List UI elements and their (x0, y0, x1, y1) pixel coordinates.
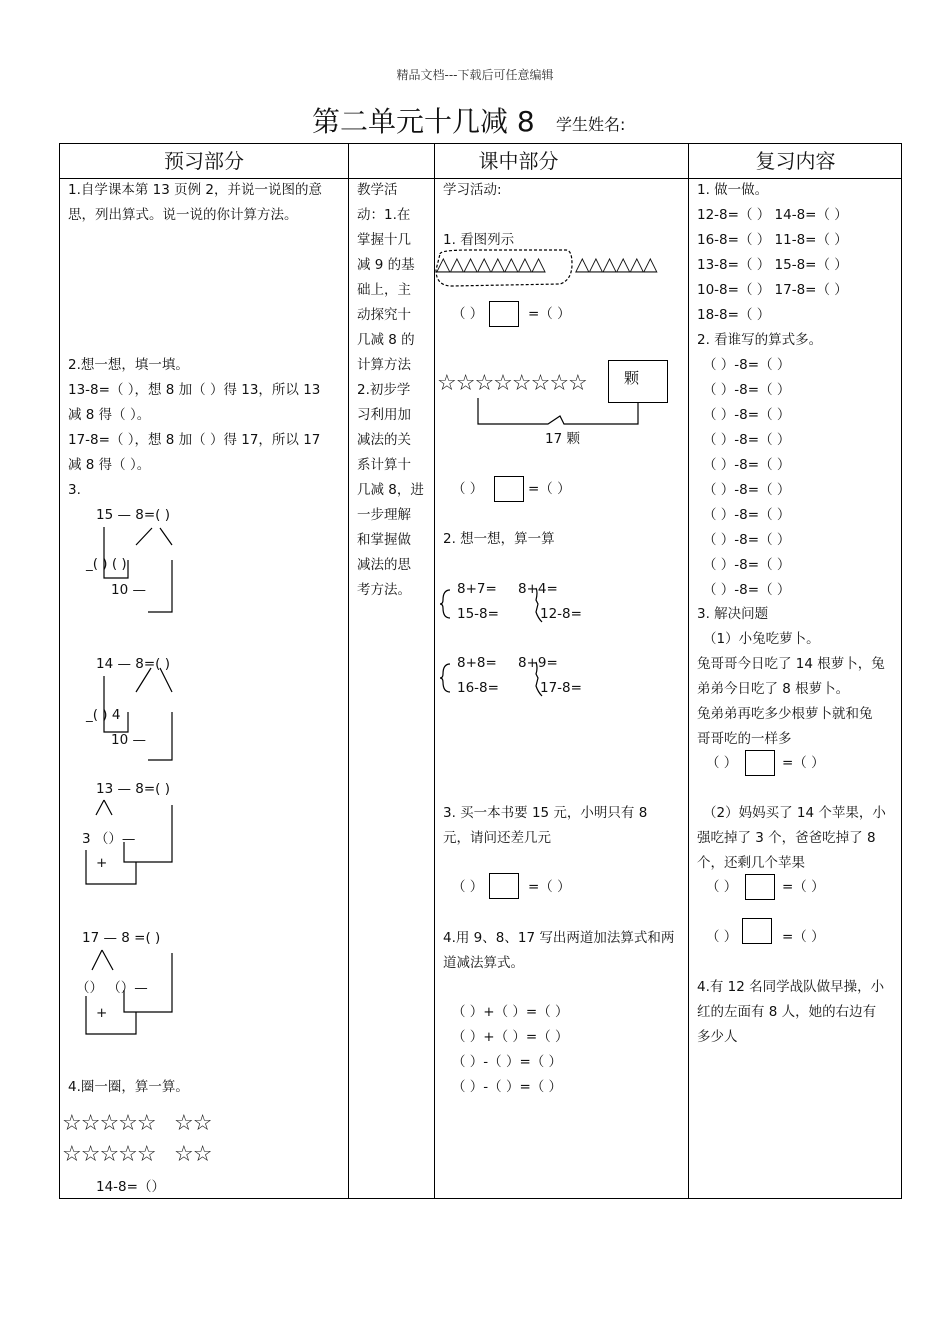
review-eq-item: （ ）-8=（ ） (703, 407, 791, 423)
tree1-split: _( ) ( ) (86, 556, 127, 572)
review-p1-line: 兔哥哥今日吃了 14 根萝卜，兔 (697, 656, 885, 672)
review-eq-item: （ ）-8=（ ） (703, 357, 791, 373)
star-row: ☆☆☆☆☆☆☆☆ (437, 371, 587, 396)
review-s1: 1. 做一做。 (697, 182, 769, 198)
activity-label: 学习活动: (443, 182, 502, 198)
preview-q3-label: 3. (68, 482, 81, 498)
formula-row: （ ）-（ ）=（ ） (452, 1054, 563, 1070)
activity-s3-line2: 元，请问还差几元 (443, 830, 551, 846)
star-group-b: ☆☆ (174, 1142, 212, 1167)
preview-q1-line2: 思，列出算式。说一说的你计算方法。 (68, 207, 298, 223)
tree2-ten: 10 — (111, 732, 146, 748)
preview-q2-line: 减 8 得（ ）。 (68, 457, 151, 473)
teaching-line: 考方法。 (357, 582, 411, 598)
answer-paren: （ ） (706, 755, 738, 771)
calc-item: 16-8= (457, 680, 499, 696)
header-note: 精品文档---下载后可任意编辑 (396, 68, 554, 82)
preview-q2-line: 减 8 得（ ）。 (68, 407, 151, 423)
review-row: 10-8=（ ） 17-8=（ ） (697, 282, 848, 298)
tree4-equation: 17 — 8 =( ) (82, 930, 161, 946)
activity-s2: 2. 想一想，算一算 (443, 531, 555, 547)
preview-q2-line: 13-8=（ ），想 8 加（ ）得 13，所以 13 (68, 382, 321, 398)
review-eq-item: （ ）-8=（ ） (703, 507, 791, 523)
calc-item: 8+7= (457, 581, 497, 597)
review-eq-item: （ ）-8=（ ） (703, 532, 791, 548)
tree3-split: 3 （）— (82, 831, 136, 847)
activity-s4-line1: 4.用 9、8、17 写出两道加法算式和两 (443, 930, 675, 946)
answer-tail: =（ ） (528, 879, 571, 895)
review-row: 16-8=（ ） 11-8=（ ） (697, 232, 848, 248)
page-title: 第二单元十几减 8 (312, 105, 535, 138)
tree2-equation: 14 — 8=( ) (96, 656, 170, 672)
activity-s1: 1. 看图列示 (443, 232, 515, 248)
tree1-ten: 10 — (111, 582, 146, 598)
calc-item: 15-8= (457, 606, 499, 622)
answer-paren: （ ） (706, 879, 738, 895)
answer-tail: =（ ） (528, 481, 571, 497)
col-header-preview: 预习部分 (164, 149, 244, 173)
review-p2-line: 个，还剩几个苹果 (697, 855, 805, 871)
answer-tail: =（ ） (782, 755, 825, 771)
review-p4-line: 多少人 (697, 1029, 738, 1045)
teaching-line: 和掌握做 (357, 532, 411, 548)
review-row: 18-8=（ ） (697, 307, 771, 323)
formula-row: （ ）+（ ）=（ ） (452, 1004, 569, 1020)
review-p1-line: 哥哥吃的一样多 (697, 731, 792, 747)
preview-q2-line: 17-8=（ ），想 8 加（ ）得 17，所以 17 (68, 432, 321, 448)
answer-paren: （ ） (452, 306, 484, 322)
teaching-line: 减 9 的基 (357, 257, 415, 273)
teaching-line: 习利用加 (357, 407, 411, 423)
teaching-line: 减法的关 (357, 432, 411, 448)
formula-row: （ ）-（ ）=（ ） (452, 1079, 563, 1095)
preview-q4-label: 4.圈一圈，算一算。 (68, 1079, 189, 1095)
teaching-line: 一步理解 (357, 507, 411, 523)
review-eq-item: （ ）-8=（ ） (703, 432, 791, 448)
preview-q1-line1: 1.自学课本第 13 页例 2，并说一说图的意 (68, 182, 323, 198)
teaching-line: 动探究十 (357, 307, 411, 323)
review-eq-item: （ ）-8=（ ） (703, 582, 791, 598)
calc-item: 8+9= (518, 655, 558, 671)
review-eq-item: （ ）-8=（ ） (703, 557, 791, 573)
student-name-label: 学生姓名: (556, 115, 626, 134)
star-group-a: ☆☆☆☆☆ (62, 1142, 156, 1167)
review-eq-item: （ ）-8=（ ） (703, 457, 791, 473)
answer-paren: （ ） (452, 879, 484, 895)
tree1-equation: 15 — 8=( ) (96, 507, 170, 523)
review-s3: 3. 解决问题 (697, 606, 769, 622)
tree4-plus: + (96, 1005, 108, 1021)
teaching-line: 减法的思 (357, 557, 411, 573)
calc-item: 12-8= (540, 606, 582, 622)
teaching-line: 掌握十几 (357, 232, 411, 248)
tree4-split: （） （）— (76, 980, 148, 996)
calc-item: 17-8= (540, 680, 582, 696)
teaching-line: 教学活 (357, 182, 398, 198)
review-row: 12-8=（ ） 14-8=（ ） (697, 207, 848, 223)
tree3-equation: 13 — 8=( ) (96, 781, 170, 797)
review-p4-line: 红的左面有 8 人，她的右边有 (697, 1004, 877, 1020)
review-p1-line: 弟弟今日吃了 8 根萝卜。 (697, 681, 850, 697)
review-p1-line: （1）小兔吃萝卜。 (703, 631, 820, 647)
triangle-group-b: △△△△△△ (575, 253, 657, 275)
total-label: 17 颗 (545, 431, 580, 447)
review-p2-line: 强吃掉了 3 个，爸爸吃掉了 8 (697, 830, 876, 846)
teaching-line: 几减 8 的 (357, 332, 415, 348)
review-p4-line: 4.有 12 名同学战队做早操，小 (697, 979, 885, 995)
activity-s4-line2: 道减法算式。 (443, 955, 524, 971)
activity-s3-line1: 3. 买一本书要 15 元，小明只有 8 (443, 805, 648, 821)
review-s2: 2. 看谁写的算式多。 (697, 332, 823, 348)
answer-tail: =（ ） (528, 306, 571, 322)
teaching-line: 系计算十 (357, 457, 411, 473)
tree2-split: _( ) 4 (86, 707, 121, 723)
review-eq-item: （ ）-8=（ ） (703, 482, 791, 498)
review-row: 13-8=（ ） 15-8=（ ） (697, 257, 848, 273)
formula-row: （ ）+（ ）=（ ） (452, 1029, 569, 1045)
preview-q2-line: 2.想一想，填一填。 (68, 357, 189, 373)
star-group-b: ☆☆ (174, 1111, 212, 1136)
teaching-line: 础上，主 (357, 282, 411, 298)
teaching-line: 2.初步学 (357, 382, 411, 398)
calc-item: 8+8= (457, 655, 497, 671)
teaching-line: 计算方法 (357, 357, 411, 373)
answer-tail: =（ ） (782, 879, 825, 895)
col-header-class: 课中部分 (478, 149, 559, 173)
teaching-line: 动：1.在 (357, 207, 411, 223)
review-p2-line: （2）妈妈买了 14 个苹果，小 (703, 805, 886, 821)
star-group-a: ☆☆☆☆☆ (62, 1111, 156, 1136)
triangle-group-a: △△△△△△△△ (436, 253, 545, 275)
col-header-review: 复习内容 (755, 149, 836, 173)
answer-paren: （ ） (452, 481, 484, 497)
answer-tail: =（ ） (782, 929, 825, 945)
teaching-line: 几减 8，进 (357, 482, 424, 498)
preview-q4-equation: 14-8=（） (96, 1179, 165, 1195)
calc-item: 8+4= (518, 581, 558, 597)
review-p1-line: 兔弟弟再吃多少根萝卜就和兔 (697, 706, 873, 722)
ke-label: 颗 (624, 369, 640, 387)
review-eq-item: （ ）-8=（ ） (703, 382, 791, 398)
answer-paren: （ ） (706, 929, 738, 945)
tree3-plus: + (96, 855, 108, 871)
